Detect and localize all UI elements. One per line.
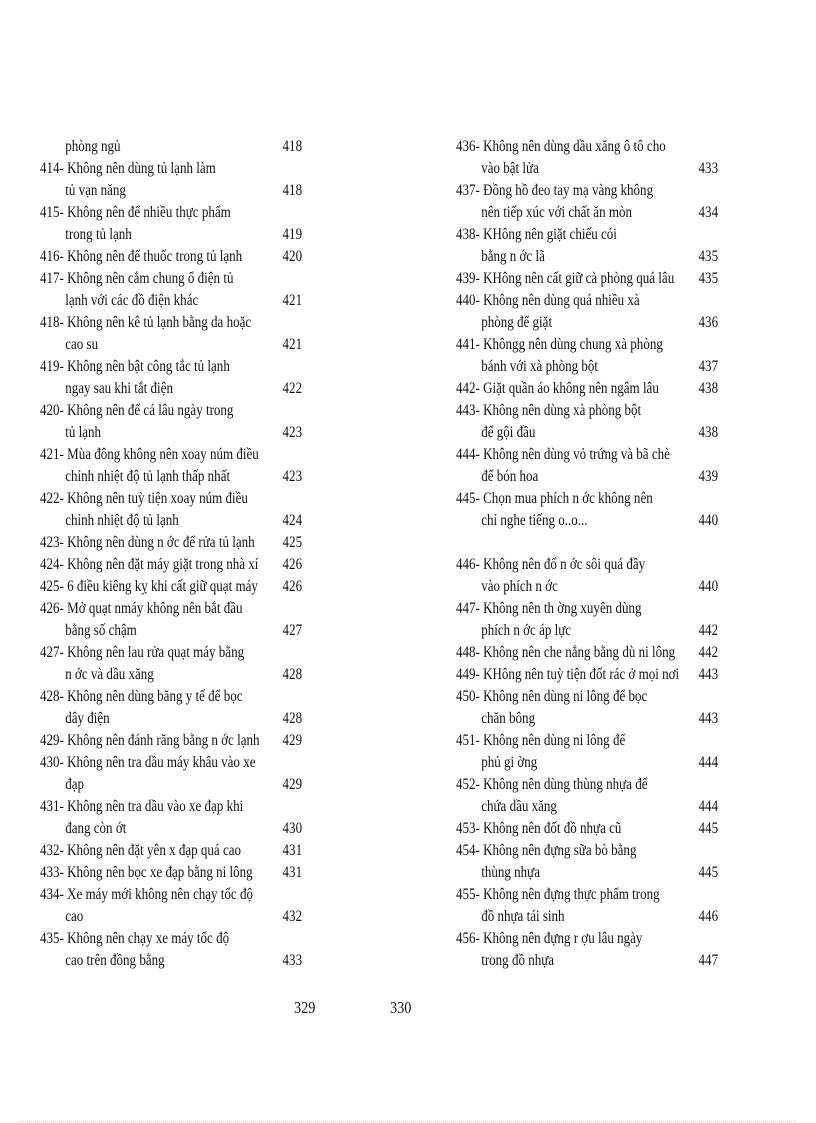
toc-entry-title: 437- Đồng hồ đeo tay mạ vàng không [456,182,654,199]
toc-entry [40,752,302,796]
toc-entry [40,444,302,488]
toc-entry-page: 432 [282,908,303,925]
toc-entry [40,884,302,928]
toc-left-column [40,136,302,972]
toc-entry-page: 446 [698,908,719,925]
toc-entry-page: 443 [698,710,719,727]
toc-entry-title-continued: đang còn ớt [65,820,127,837]
toc-entry-title: 427- Không nên lau rửa quạt máy bằng [40,644,245,661]
toc-entry [456,400,718,444]
toc-entry-title-continued: nên tiếp xúc với chất ăn mòn [481,204,632,221]
toc-entry [40,928,302,972]
toc-entry [40,598,302,642]
toc-entry-page: 420 [282,248,303,265]
toc-entry-page: 427 [282,622,303,639]
toc-entry-page: 438 [698,424,719,441]
toc-right-column [456,136,718,972]
toc-entry-title-continued: để bón hoa [481,468,539,485]
toc-entry [456,290,718,334]
toc-entry [456,730,718,774]
toc-entry-title-continued: cao su [65,336,99,353]
toc-entry [40,136,302,158]
toc-entry [456,136,718,180]
toc-entry-page: 429 [282,732,303,749]
toc-entry-title-continued: vào phích n ớc [481,578,558,595]
toc-entry [40,840,302,862]
toc-entry [456,664,718,686]
toc-entry-page: 428 [282,710,303,727]
page-number-left: 329 [294,998,316,1017]
toc-entry-title-continued: chỉnh nhiệt độ tủ lạnh [65,512,179,529]
toc-entry-title-continued: dây điện [65,710,110,727]
toc-entry-title: 451- Không nên dùng ni lông để [456,732,626,749]
toc-entry-page: 433 [698,160,719,177]
toc-entry-page: 443 [698,666,719,683]
toc-entry-title: 439- KHông nên cất giữ cà phòng quá lâu [456,270,675,287]
toc-entry [40,862,302,884]
toc-entry-title-continued: trong đồ nhựa [481,952,555,969]
toc-entry-title-continued: tủ vạn năng [65,182,126,199]
toc-entry-title: 430- Không nên tra dầu máy khâu vào xe [40,754,256,771]
toc-entry [456,598,718,642]
toc-entry-title: 419- Không nên bật công tắc tủ lạnh [40,358,230,375]
page-number-right: 330 [390,998,412,1017]
toc-entry-title: 452- Không nên dùng thùng nhựa để [456,776,648,793]
toc-entry-title: 429- Không nên đánh răng bằng n ớc lạnh [40,732,260,749]
toc-entry-title: 420- Không nên để cá lâu ngày trong [40,402,234,419]
toc-entry-title: 443- Không nên dùng xà phòng bột [456,402,642,419]
toc-entry [40,246,302,268]
toc-entry [456,554,718,598]
toc-entry-title-continued: đồ nhựa tái sinh [481,908,565,925]
toc-entry-title-continued: để gội đầu [481,424,536,441]
toc-entry-page: 442 [698,622,719,639]
toc-entry-title: 442- Giặt quần áo không nên ngâm lâu [456,380,659,397]
toc-entry-title: 448- Không nên che nắng bằng dù ni lông [456,644,676,661]
toc-entry-title-continued: tủ lạnh [65,424,102,441]
toc-entry-title: 415- Không nên để nhiều thực phẩm [40,204,231,221]
toc-entry-title-continued: phích n ớc áp lực [481,622,572,639]
toc-entry-title: 436- Không nên dùng dầu xăng ô tô cho [456,138,666,155]
toc-entry-title-continued: cao [65,908,84,925]
toc-entry [40,312,302,356]
toc-entry-title: 414- Không nên dùng tủ lạnh làm [40,160,216,177]
toc-entry-page: 421 [282,292,303,309]
toc-entry-title: 450- Không nên dùng ni lông để bọc [456,688,648,705]
toc-entry-page: 428 [282,666,303,683]
toc-entry-title-continued: n ớc và dầu xăng [65,666,154,683]
toc-entry-page: 437 [698,358,719,375]
toc-entry [40,158,302,202]
toc-entry-title-continued: chỉnh nhiệt độ tủ lạnh thấp nhất [65,468,231,485]
toc-spacer [456,532,718,554]
toc-entry-title-continued: đạp [65,776,85,793]
toc-entry-title: 454- Không nên đựng sữa bò bằng [456,842,637,859]
toc-entry-page: 423 [282,468,303,485]
toc-entry [456,378,718,400]
toc-entry [40,642,302,686]
toc-entry-title: 423- Không nên dùng n ớc để rửa tủ lạnh [40,534,255,551]
toc-entry-page: 423 [282,424,303,441]
toc-entry-page: 440 [698,512,719,529]
toc-entry-title-continued: ngay sau khi tắt điện [65,380,173,397]
toc-entry-page: 440 [698,578,719,595]
toc-entry-page: 445 [698,820,719,837]
toc-entry-title: 416- Không nên để thuốc trong tủ lạnh [40,248,243,265]
toc-entry-page: 444 [698,798,719,815]
toc-entry [456,774,718,818]
toc-entry-title: 453- Không nên đốt đồ nhựa cũ [456,820,622,837]
toc-entry-page: 424 [282,512,303,529]
toc-entry-title-continued: vào bật lửa [481,160,539,177]
toc-entry [456,224,718,268]
toc-entry [40,400,302,444]
toc-entry-title-continued: trong tủ lạnh [65,226,132,243]
toc-entry-title-continued: chứa dầu xăng [481,798,557,815]
toc-entry-page: 431 [282,842,303,859]
toc-entry-page: 438 [698,380,719,397]
toc-entry-title: 422- Không nên tuỳ tiện xoay núm điều [40,490,248,507]
toc-entry [40,356,302,400]
toc-entry-title: phòng ngủ [65,138,121,155]
toc-entry-title: 456- Không nên đựng r ợu lâu ngày [456,930,643,947]
toc-entry-title-continued: phòng để giặt [481,314,553,331]
toc-entry-page: 433 [282,952,303,969]
toc-entry-page: 421 [282,336,303,353]
toc-entry-title-continued: bánh với xà phòng bột [481,358,599,375]
toc-entry-title: 447- Không nên th ờng xuyên dùng [456,600,642,617]
toc-entry [40,268,302,312]
toc-entry [456,268,718,290]
toc-entry-page: 439 [698,468,719,485]
toc-entry-page: 431 [282,864,303,881]
toc-entry-title-continued: thùng nhựa [481,864,540,881]
toc-entry-page: 434 [698,204,719,221]
toc-entry [40,576,302,598]
toc-entry-title: 444- Không nên dùng vỏ trứng và bã chè [456,446,670,463]
toc-entry [40,554,302,576]
toc-entry-title: 455- Không nên đựng thực phẩm trong [456,886,660,903]
toc-entry-title: 432- Không nên đặt yên x đạp quá cao [40,842,242,859]
toc-entry-page: 435 [698,248,719,265]
toc-entry-page: 436 [698,314,719,331]
toc-entry-page: 429 [282,776,303,793]
toc-entry-title-continued: cao trên đồng bằng [65,952,165,969]
toc-entry-title: 434- Xe máy mới không nên chạy tốc độ [40,886,253,903]
toc-entry-title-continued: phủ gi ờng [481,754,538,771]
toc-entry-page: 419 [282,226,303,243]
toc-entry-title: 445- Chọn mua phích n ớc không nên [456,490,653,507]
toc-entry-title: 440- Không nên dùng quá nhiều xà [456,292,640,309]
toc-entry-title-continued: chỉ nghe tiếng o..o... [481,512,588,529]
toc-entry [456,444,718,488]
toc-entry-title-continued: bằng n ớc lã [481,248,545,265]
toc-entry-page: 442 [698,644,719,661]
toc-entry [456,840,718,884]
toc-entry-page: 422 [282,380,303,397]
toc-entry-page: 425 [282,534,303,551]
toc-entry-page: 445 [698,864,719,881]
toc-entry [40,202,302,246]
toc-entry [40,686,302,730]
toc-entry-title: 431- Không nên tra dầu vào xe đạp khi [40,798,244,815]
toc-entry-page: 430 [282,820,303,837]
toc-entry-title: 428- Không nên dùng băng y tế để bọc [40,688,243,705]
toc-entry-title: 418- Không nên kê tủ lạnh bằng da hoặc [40,314,252,331]
toc-entry-title: 435- Không nên chạy xe máy tốc độ [40,930,230,947]
toc-entry-title: 438- KHông nên giặt chiếu cói [456,226,617,243]
toc-entry [40,796,302,840]
toc-entry [456,488,718,532]
toc-entry-title: 424- Không nên đặt máy giặt trong nhà xí [40,556,259,573]
toc-entry [456,642,718,664]
toc-entry [456,180,718,224]
toc-entry-page: 426 [282,556,303,573]
toc-entry-page: 418 [282,138,303,155]
toc-entry-page: 447 [698,952,719,969]
toc-entry [456,884,718,928]
toc-entry-title-continued: chăn bông [481,710,536,727]
toc-entry-title: 441- Khôngg nên dùng chung xà phòng [456,336,663,353]
toc-entry-title: 417- Không nên cắm chung ổ điện tủ [40,270,234,287]
toc-entry-page: 418 [282,182,303,199]
toc-entry [456,686,718,730]
toc-entry-title: 449- KHông nên tuỳ tiện đốt rác ở mọi nơi [456,666,680,683]
toc-entry-title: 433- Không nên bọc xe đạp bằng ni lông [40,864,253,881]
toc-entry [456,928,718,972]
toc-entry-title: 426- Mở quạt nmáy không nên bắt đầu [40,600,243,617]
toc-entry [456,818,718,840]
toc-entry-title: 425- 6 điều kiêng kỵ khi cất giữ quạt máy [40,578,258,595]
toc-entry [40,532,302,554]
toc-entry-page: 426 [282,578,303,595]
bottom-dotted-rule [20,1121,796,1122]
toc-entry-page: 435 [698,270,719,287]
toc-entry-title: 421- Mùa đông không nên xoay núm điều [40,446,259,463]
toc-entry [40,730,302,752]
toc-entry-title-continued: lạnh với các đồ điện khác [65,292,199,309]
toc-entry [456,334,718,378]
toc-entry-title-continued: bằng số chậm [65,622,137,639]
toc-entry-title: 446- Không nên đổ n ớc sôi quá đầy [456,556,646,573]
toc-entry [40,488,302,532]
toc-entry-page: 444 [698,754,719,771]
